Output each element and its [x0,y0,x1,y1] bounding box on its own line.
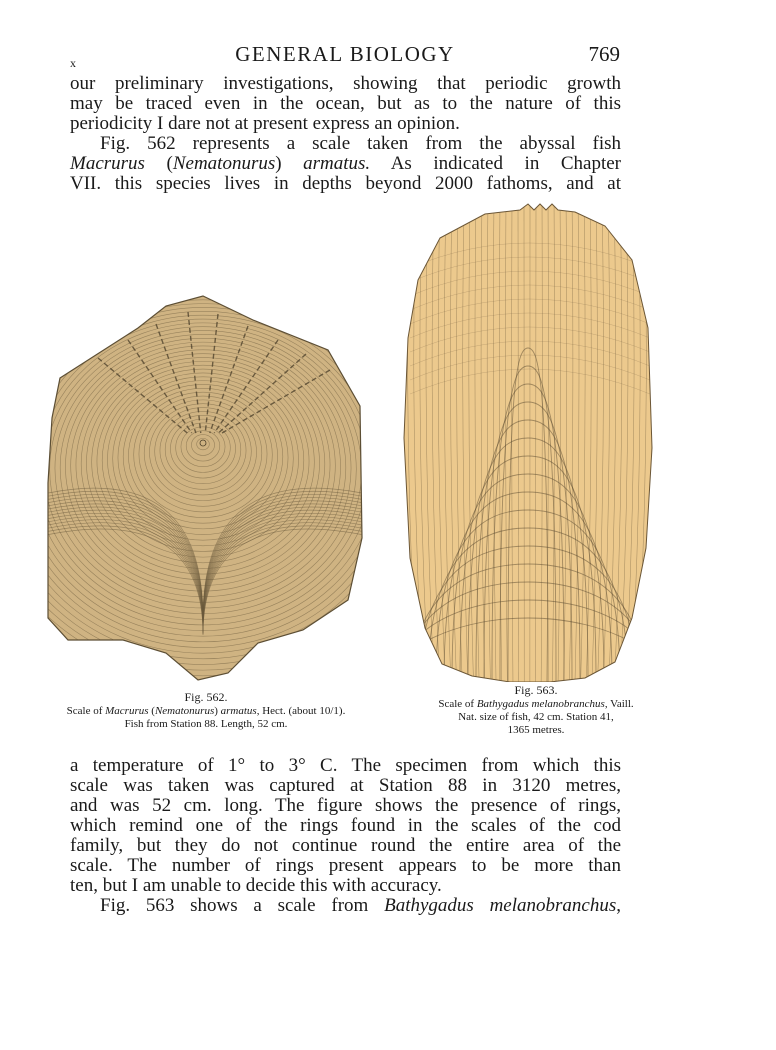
text-line: Fig. 562 represents a scale taken from the abyssal fish [100,133,621,154]
caption-line: Scale of Bathygadus melanobranchus, Vaill. [438,698,634,710]
text-line: scale. The number of rings present appears to be more than [70,855,621,876]
caption-line: Scale of Macrurus (Nematonurus) armatus, Hect. (about 10/1). [66,705,346,717]
text-line: and was 52 cm. long. The figure shows the presence of rings, [70,795,621,816]
figure-563-image [400,198,660,682]
species-name: Macrurus [70,153,145,174]
species-name: Bathygadus melanobranchus [384,895,617,916]
figure-562-caption [36,691,376,731]
figure-562-label: Fig. 562. [184,690,228,704]
body-text-bottom [70,756,621,916]
text-line: Macrurus (Nematonurus) armatus. As indicated in Chapter [70,153,622,174]
text-line: family, but they do not continue round the entire area of the [70,835,621,856]
body-text-top [70,74,621,194]
text-line: Fig. 563 shows a scale from Bathygadus melanobranchus, [100,895,621,916]
scale-illustration-563 [400,198,660,682]
scale-illustration-562 [38,288,374,682]
text-line: which remind one of the rings found in the scales of the cod [70,815,621,836]
caption-line: Fish from Station 88. Length, 52 cm. [124,718,288,730]
species-name: armatus. [303,153,371,174]
text-line: a temperature of 1° to 3° C. The specimen from which this [70,755,621,776]
species-name: Nematonurus [172,153,276,174]
running-title: GENERAL BIOLOGY [235,42,455,66]
page-number: 769 [588,42,620,66]
figure-562-image [38,288,374,682]
figure-563-label: Fig. 563. [514,683,558,697]
text-line: may be traced even in the ocean, but as to the nature of this [70,93,621,114]
text-line: VII. this species lives in depths beyond 2000 fathoms, and at [70,173,621,194]
text-line: scale was taken was captured at Station 88 in 3120 metres, [70,775,621,796]
text-line: periodicity I dare not at present express an opinion. [70,113,460,134]
figure-563-caption [400,684,672,737]
text-line: our preliminary investigations, showing that periodic growth [70,73,621,94]
running-header [70,42,620,70]
caption-line: 1365 metres. [507,724,565,736]
signature-mark: x [70,56,76,70]
magnification-fraction: 10/1 [319,705,339,717]
caption-line: Nat. size of fish, 42 cm. Station 41, [458,711,614,723]
text-line: ten, but I am unable to decide this with accuracy. [70,875,442,896]
